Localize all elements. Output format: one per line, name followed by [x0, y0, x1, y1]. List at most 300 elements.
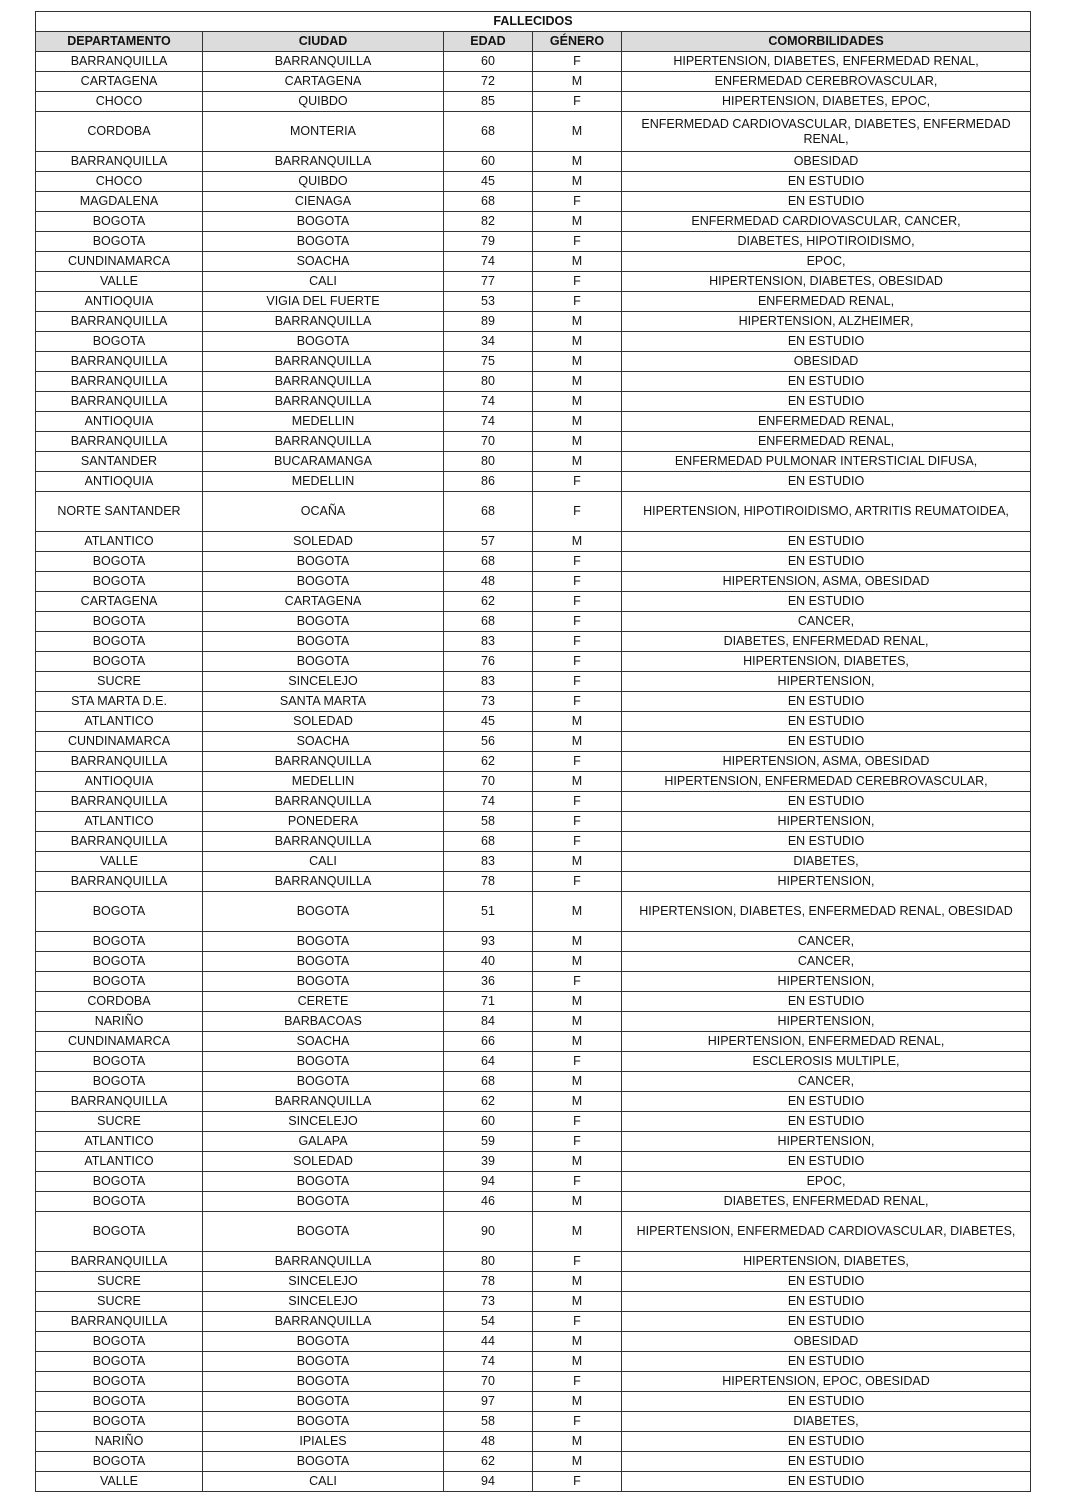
- cell-edad: 70: [444, 432, 533, 452]
- cell-edad: 68: [444, 552, 533, 572]
- table-row: [36, 272, 1031, 292]
- cell-departamento: BARRANQUILLA: [36, 312, 203, 332]
- cell-edad: 74: [444, 252, 533, 272]
- cell-ciudad: SOACHA: [203, 732, 444, 752]
- table-row: [36, 1412, 1031, 1432]
- cell-edad: 70: [444, 1372, 533, 1392]
- cell-departamento: BOGOTA: [36, 1212, 203, 1252]
- cell-departamento: SUCRE: [36, 1292, 203, 1312]
- table-row: [36, 292, 1031, 312]
- cell-ciudad: BOGOTA: [203, 1072, 444, 1092]
- table-row: [36, 332, 1031, 352]
- cell-edad: 34: [444, 332, 533, 352]
- cell-departamento: BARRANQUILLA: [36, 52, 203, 72]
- table-row: [36, 652, 1031, 672]
- cell-edad: 57: [444, 532, 533, 552]
- cell-departamento: BOGOTA: [36, 1452, 203, 1472]
- cell-genero: M: [533, 852, 622, 872]
- cell-comorbilidades: EN ESTUDIO: [622, 1452, 1031, 1472]
- cell-comorbilidades: EN ESTUDIO: [622, 1292, 1031, 1312]
- cell-ciudad: CALI: [203, 852, 444, 872]
- cell-ciudad: BARRANQUILLA: [203, 752, 444, 772]
- cell-genero: M: [533, 772, 622, 792]
- table-title: FALLECIDOS: [36, 12, 1031, 32]
- cell-ciudad: SOACHA: [203, 1032, 444, 1052]
- cell-genero: F: [533, 1172, 622, 1192]
- table-row: [36, 972, 1031, 992]
- cell-genero: F: [533, 472, 622, 492]
- cell-genero: F: [533, 792, 622, 812]
- cell-comorbilidades: HIPERTENSION, ASMA, OBESIDAD: [622, 572, 1031, 592]
- cell-departamento: SUCRE: [36, 672, 203, 692]
- cell-genero: F: [533, 1372, 622, 1392]
- table-title-row: [36, 12, 1031, 32]
- cell-genero: M: [533, 1452, 622, 1472]
- cell-comorbilidades: ENFERMEDAD CEREBROVASCULAR,: [622, 72, 1031, 92]
- cell-comorbilidades: EN ESTUDIO: [622, 1352, 1031, 1372]
- cell-departamento: BOGOTA: [36, 572, 203, 592]
- cell-comorbilidades: EN ESTUDIO: [622, 392, 1031, 412]
- cell-comorbilidades: HIPERTENSION,: [622, 1132, 1031, 1152]
- table-row: [36, 472, 1031, 492]
- cell-comorbilidades: CANCER,: [622, 952, 1031, 972]
- table-row: [36, 792, 1031, 812]
- cell-genero: M: [533, 532, 622, 552]
- cell-edad: 74: [444, 1352, 533, 1372]
- cell-comorbilidades: HIPERTENSION,: [622, 672, 1031, 692]
- cell-genero: M: [533, 932, 622, 952]
- cell-ciudad: SINCELEJO: [203, 672, 444, 692]
- cell-ciudad: BOGOTA: [203, 1452, 444, 1472]
- cell-genero: M: [533, 172, 622, 192]
- cell-departamento: ATLANTICO: [36, 1132, 203, 1152]
- cell-edad: 80: [444, 1252, 533, 1272]
- cell-comorbilidades: HIPERTENSION, ENFERMEDAD CARDIOVASCULAR, DIABETES,: [622, 1212, 1031, 1252]
- cell-ciudad: BARRANQUILLA: [203, 372, 444, 392]
- cell-genero: F: [533, 1052, 622, 1072]
- column-header-genero: GÉNERO: [533, 32, 622, 52]
- cell-edad: 80: [444, 372, 533, 392]
- cell-ciudad: BOGOTA: [203, 632, 444, 652]
- cell-departamento: CORDOBA: [36, 992, 203, 1012]
- cell-edad: 40: [444, 952, 533, 972]
- cell-ciudad: BOGOTA: [203, 212, 444, 232]
- cell-departamento: BOGOTA: [36, 232, 203, 252]
- cell-departamento: CUNDINAMARCA: [36, 252, 203, 272]
- cell-genero: M: [533, 1272, 622, 1292]
- cell-ciudad: SOLEDAD: [203, 532, 444, 552]
- cell-genero: F: [533, 692, 622, 712]
- cell-edad: 68: [444, 112, 533, 152]
- cell-genero: M: [533, 1352, 622, 1372]
- cell-genero: M: [533, 312, 622, 332]
- cell-edad: 58: [444, 812, 533, 832]
- cell-comorbilidades: CANCER,: [622, 612, 1031, 632]
- cell-departamento: ATLANTICO: [36, 532, 203, 552]
- cell-ciudad: BOGOTA: [203, 952, 444, 972]
- cell-comorbilidades: EPOC,: [622, 1172, 1031, 1192]
- cell-comorbilidades: HIPERTENSION, DIABETES,: [622, 1252, 1031, 1272]
- cell-departamento: BOGOTA: [36, 652, 203, 672]
- cell-edad: 93: [444, 932, 533, 952]
- cell-genero: F: [533, 232, 622, 252]
- cell-genero: M: [533, 1072, 622, 1092]
- column-header-departamento: DEPARTAMENTO: [36, 32, 203, 52]
- cell-ciudad: BOGOTA: [203, 572, 444, 592]
- cell-ciudad: BARRANQUILLA: [203, 152, 444, 172]
- table-header-row: [36, 32, 1031, 52]
- table-row: [36, 1372, 1031, 1392]
- cell-departamento: BOGOTA: [36, 1192, 203, 1212]
- table-row: [36, 572, 1031, 592]
- table-row: [36, 732, 1031, 752]
- cell-genero: M: [533, 1192, 622, 1212]
- cell-ciudad: BARRANQUILLA: [203, 792, 444, 812]
- cell-ciudad: BARRANQUILLA: [203, 872, 444, 892]
- cell-departamento: ATLANTICO: [36, 812, 203, 832]
- cell-genero: M: [533, 412, 622, 432]
- table-row: [36, 752, 1031, 772]
- cell-edad: 82: [444, 212, 533, 232]
- table-row: [36, 392, 1031, 412]
- cell-edad: 77: [444, 272, 533, 292]
- cell-genero: M: [533, 392, 622, 412]
- cell-ciudad: SANTA MARTA: [203, 692, 444, 712]
- cell-edad: 51: [444, 892, 533, 932]
- cell-genero: F: [533, 972, 622, 992]
- cell-genero: F: [533, 1412, 622, 1432]
- table-row: [36, 992, 1031, 1012]
- table-row: [36, 372, 1031, 392]
- cell-ciudad: CALI: [203, 1472, 444, 1492]
- cell-ciudad: BARRANQUILLA: [203, 1312, 444, 1332]
- table-row: [36, 1112, 1031, 1132]
- cell-genero: M: [533, 1292, 622, 1312]
- table-row: [36, 1092, 1031, 1112]
- cell-genero: F: [533, 612, 622, 632]
- cell-comorbilidades: EN ESTUDIO: [622, 592, 1031, 612]
- cell-edad: 89: [444, 312, 533, 332]
- cell-departamento: BOGOTA: [36, 1072, 203, 1092]
- cell-comorbilidades: HIPERTENSION, EPOC, OBESIDAD: [622, 1372, 1031, 1392]
- cell-genero: M: [533, 1332, 622, 1352]
- cell-departamento: BOGOTA: [36, 632, 203, 652]
- cell-departamento: BARRANQUILLA: [36, 432, 203, 452]
- table-row: [36, 812, 1031, 832]
- cell-genero: F: [533, 652, 622, 672]
- cell-ciudad: IPIALES: [203, 1432, 444, 1452]
- cell-ciudad: GALAPA: [203, 1132, 444, 1152]
- cell-ciudad: MONTERIA: [203, 112, 444, 152]
- table-row: [36, 632, 1031, 652]
- cell-edad: 73: [444, 692, 533, 712]
- table-row: [36, 1332, 1031, 1352]
- cell-comorbilidades: EN ESTUDIO: [622, 732, 1031, 752]
- cell-ciudad: BARBACOAS: [203, 1012, 444, 1032]
- cell-genero: F: [533, 92, 622, 112]
- cell-edad: 46: [444, 1192, 533, 1212]
- cell-comorbilidades: EN ESTUDIO: [622, 1112, 1031, 1132]
- cell-edad: 94: [444, 1472, 533, 1492]
- cell-departamento: BOGOTA: [36, 972, 203, 992]
- cell-edad: 83: [444, 672, 533, 692]
- cell-departamento: ATLANTICO: [36, 1152, 203, 1172]
- cell-comorbilidades: HIPERTENSION,: [622, 1012, 1031, 1032]
- cell-ciudad: BOGOTA: [203, 552, 444, 572]
- cell-departamento: CARTAGENA: [36, 72, 203, 92]
- table-row: [36, 492, 1031, 532]
- cell-edad: 74: [444, 412, 533, 432]
- cell-edad: 53: [444, 292, 533, 312]
- cell-edad: 78: [444, 1272, 533, 1292]
- table-row: [36, 52, 1031, 72]
- cell-comorbilidades: HIPERTENSION, DIABETES, EPOC,: [622, 92, 1031, 112]
- cell-genero: F: [533, 1312, 622, 1332]
- cell-edad: 73: [444, 1292, 533, 1312]
- cell-departamento: BOGOTA: [36, 1412, 203, 1432]
- cell-departamento: BARRANQUILLA: [36, 1312, 203, 1332]
- cell-genero: F: [533, 192, 622, 212]
- cell-ciudad: MEDELLIN: [203, 412, 444, 432]
- cell-comorbilidades: EN ESTUDIO: [622, 1152, 1031, 1172]
- column-header-comorbilidades: COMORBILIDADES: [622, 32, 1031, 52]
- table-row: [36, 1432, 1031, 1452]
- cell-departamento: BOGOTA: [36, 892, 203, 932]
- cell-departamento: NARIÑO: [36, 1012, 203, 1032]
- cell-edad: 78: [444, 872, 533, 892]
- cell-edad: 60: [444, 1112, 533, 1132]
- cell-edad: 83: [444, 852, 533, 872]
- cell-comorbilidades: HIPERTENSION, ENFERMEDAD RENAL,: [622, 1032, 1031, 1052]
- cell-edad: 64: [444, 1052, 533, 1072]
- cell-comorbilidades: EN ESTUDIO: [622, 1392, 1031, 1412]
- cell-departamento: CUNDINAMARCA: [36, 732, 203, 752]
- table-row: [36, 892, 1031, 932]
- table-row: [36, 432, 1031, 452]
- table-row: [36, 92, 1031, 112]
- table-row: [36, 1212, 1031, 1252]
- cell-departamento: BOGOTA: [36, 952, 203, 972]
- cell-ciudad: SOACHA: [203, 252, 444, 272]
- cell-edad: 45: [444, 712, 533, 732]
- cell-genero: M: [533, 112, 622, 152]
- cell-comorbilidades: HIPERTENSION, DIABETES, OBESIDAD: [622, 272, 1031, 292]
- table-row: [36, 1072, 1031, 1092]
- cell-edad: 39: [444, 1152, 533, 1172]
- cell-comorbilidades: EN ESTUDIO: [622, 472, 1031, 492]
- cell-genero: M: [533, 952, 622, 972]
- cell-edad: 75: [444, 352, 533, 372]
- cell-comorbilidades: EPOC,: [622, 252, 1031, 272]
- cell-ciudad: BOGOTA: [203, 1352, 444, 1372]
- cell-departamento: BARRANQUILLA: [36, 352, 203, 372]
- cell-genero: M: [533, 712, 622, 732]
- cell-genero: M: [533, 992, 622, 1012]
- cell-genero: F: [533, 552, 622, 572]
- cell-edad: 80: [444, 452, 533, 472]
- cell-departamento: SUCRE: [36, 1272, 203, 1292]
- cell-genero: M: [533, 1432, 622, 1452]
- table-row: [36, 952, 1031, 972]
- cell-genero: M: [533, 152, 622, 172]
- table-row: [36, 172, 1031, 192]
- cell-genero: M: [533, 372, 622, 392]
- table-row: [36, 552, 1031, 572]
- cell-ciudad: SINCELEJO: [203, 1272, 444, 1292]
- cell-ciudad: BOGOTA: [203, 652, 444, 672]
- cell-edad: 62: [444, 1092, 533, 1112]
- table-row: [36, 192, 1031, 212]
- cell-departamento: BOGOTA: [36, 332, 203, 352]
- table-row: [36, 532, 1031, 552]
- cell-comorbilidades: EN ESTUDIO: [622, 792, 1031, 812]
- cell-comorbilidades: HIPERTENSION,: [622, 972, 1031, 992]
- cell-comorbilidades: HIPERTENSION, ALZHEIMER,: [622, 312, 1031, 332]
- cell-edad: 84: [444, 1012, 533, 1032]
- cell-ciudad: BARRANQUILLA: [203, 832, 444, 852]
- cell-comorbilidades: EN ESTUDIO: [622, 372, 1031, 392]
- cell-edad: 62: [444, 752, 533, 772]
- table-row: [36, 592, 1031, 612]
- cell-edad: 68: [444, 832, 533, 852]
- table-row: [36, 1352, 1031, 1372]
- cell-comorbilidades: DIABETES,: [622, 852, 1031, 872]
- cell-departamento: BARRANQUILLA: [36, 372, 203, 392]
- cell-ciudad: BOGOTA: [203, 1192, 444, 1212]
- cell-comorbilidades: HIPERTENSION,: [622, 812, 1031, 832]
- cell-departamento: ANTIOQUIA: [36, 292, 203, 312]
- cell-departamento: BARRANQUILLA: [36, 152, 203, 172]
- cell-ciudad: CARTAGENA: [203, 592, 444, 612]
- cell-genero: F: [533, 52, 622, 72]
- cell-ciudad: BOGOTA: [203, 1332, 444, 1352]
- cell-genero: M: [533, 332, 622, 352]
- cell-comorbilidades: HIPERTENSION, ASMA, OBESIDAD: [622, 752, 1031, 772]
- table-row: [36, 852, 1031, 872]
- cell-ciudad: BOGOTA: [203, 612, 444, 632]
- table-row: [36, 452, 1031, 472]
- cell-genero: F: [533, 1132, 622, 1152]
- cell-edad: 83: [444, 632, 533, 652]
- cell-genero: M: [533, 212, 622, 232]
- cell-ciudad: BOGOTA: [203, 972, 444, 992]
- cell-comorbilidades: ENFERMEDAD PULMONAR INTERSTICIAL DIFUSA,: [622, 452, 1031, 472]
- table-row: [36, 112, 1031, 152]
- table-row: [36, 832, 1031, 852]
- cell-ciudad: MEDELLIN: [203, 772, 444, 792]
- cell-comorbilidades: EN ESTUDIO: [622, 332, 1031, 352]
- cell-genero: F: [533, 292, 622, 312]
- table-row: [36, 1192, 1031, 1212]
- cell-genero: M: [533, 452, 622, 472]
- table-row: [36, 932, 1031, 952]
- cell-comorbilidades: EN ESTUDIO: [622, 1472, 1031, 1492]
- cell-comorbilidades: CANCER,: [622, 932, 1031, 952]
- cell-comorbilidades: HIPERTENSION, DIABETES, ENFERMEDAD RENAL, OBESIDAD: [622, 892, 1031, 932]
- cell-comorbilidades: ENFERMEDAD RENAL,: [622, 432, 1031, 452]
- cell-genero: M: [533, 1392, 622, 1412]
- cell-ciudad: CIENAGA: [203, 192, 444, 212]
- cell-comorbilidades: HIPERTENSION, DIABETES,: [622, 652, 1031, 672]
- cell-genero: M: [533, 1092, 622, 1112]
- table-row: [36, 1032, 1031, 1052]
- fallecidos-table: [35, 11, 1031, 1492]
- cell-departamento: BOGOTA: [36, 212, 203, 232]
- cell-comorbilidades: EN ESTUDIO: [622, 1432, 1031, 1452]
- cell-genero: F: [533, 812, 622, 832]
- cell-departamento: CARTAGENA: [36, 592, 203, 612]
- cell-departamento: BARRANQUILLA: [36, 752, 203, 772]
- cell-genero: F: [533, 1252, 622, 1272]
- cell-comorbilidades: ENFERMEDAD CARDIOVASCULAR, CANCER,: [622, 212, 1031, 232]
- cell-departamento: NORTE SANTANDER: [36, 492, 203, 532]
- cell-genero: F: [533, 492, 622, 532]
- cell-departamento: BOGOTA: [36, 1172, 203, 1192]
- cell-departamento: BARRANQUILLA: [36, 392, 203, 412]
- cell-comorbilidades: EN ESTUDIO: [622, 532, 1031, 552]
- cell-edad: 90: [444, 1212, 533, 1252]
- cell-genero: M: [533, 1032, 622, 1052]
- cell-edad: 68: [444, 1072, 533, 1092]
- cell-ciudad: BOGOTA: [203, 332, 444, 352]
- cell-ciudad: BUCARAMANGA: [203, 452, 444, 472]
- column-header-edad: EDAD: [444, 32, 533, 52]
- cell-ciudad: BOGOTA: [203, 932, 444, 952]
- cell-genero: F: [533, 1472, 622, 1492]
- cell-comorbilidades: EN ESTUDIO: [622, 1312, 1031, 1332]
- cell-departamento: BARRANQUILLA: [36, 1092, 203, 1112]
- cell-edad: 68: [444, 192, 533, 212]
- cell-genero: M: [533, 72, 622, 92]
- cell-edad: 44: [444, 1332, 533, 1352]
- cell-departamento: SANTANDER: [36, 452, 203, 472]
- cell-edad: 54: [444, 1312, 533, 1332]
- cell-edad: 72: [444, 72, 533, 92]
- cell-departamento: VALLE: [36, 852, 203, 872]
- cell-genero: M: [533, 892, 622, 932]
- table-row: [36, 72, 1031, 92]
- cell-departamento: VALLE: [36, 1472, 203, 1492]
- cell-genero: F: [533, 832, 622, 852]
- cell-ciudad: OCAÑA: [203, 492, 444, 532]
- cell-edad: 94: [444, 1172, 533, 1192]
- cell-comorbilidades: ENFERMEDAD RENAL,: [622, 412, 1031, 432]
- cell-ciudad: QUIBDO: [203, 92, 444, 112]
- cell-departamento: BOGOTA: [36, 1392, 203, 1412]
- cell-departamento: BARRANQUILLA: [36, 872, 203, 892]
- table-row: [36, 412, 1031, 432]
- cell-comorbilidades: DIABETES, ENFERMEDAD RENAL,: [622, 632, 1031, 652]
- cell-ciudad: BARRANQUILLA: [203, 1092, 444, 1112]
- table-row: [36, 1312, 1031, 1332]
- cell-departamento: BOGOTA: [36, 932, 203, 952]
- cell-ciudad: CALI: [203, 272, 444, 292]
- cell-departamento: BARRANQUILLA: [36, 1252, 203, 1272]
- cell-edad: 56: [444, 732, 533, 752]
- cell-comorbilidades: EN ESTUDIO: [622, 712, 1031, 732]
- cell-edad: 71: [444, 992, 533, 1012]
- cell-genero: F: [533, 872, 622, 892]
- cell-departamento: BOGOTA: [36, 552, 203, 572]
- cell-genero: F: [533, 572, 622, 592]
- cell-ciudad: SOLEDAD: [203, 712, 444, 732]
- table-row: [36, 1452, 1031, 1472]
- cell-genero: F: [533, 752, 622, 772]
- cell-ciudad: VIGIA DEL FUERTE: [203, 292, 444, 312]
- cell-genero: F: [533, 672, 622, 692]
- cell-comorbilidades: HIPERTENSION, DIABETES, ENFERMEDAD RENAL,: [622, 52, 1031, 72]
- cell-ciudad: CARTAGENA: [203, 72, 444, 92]
